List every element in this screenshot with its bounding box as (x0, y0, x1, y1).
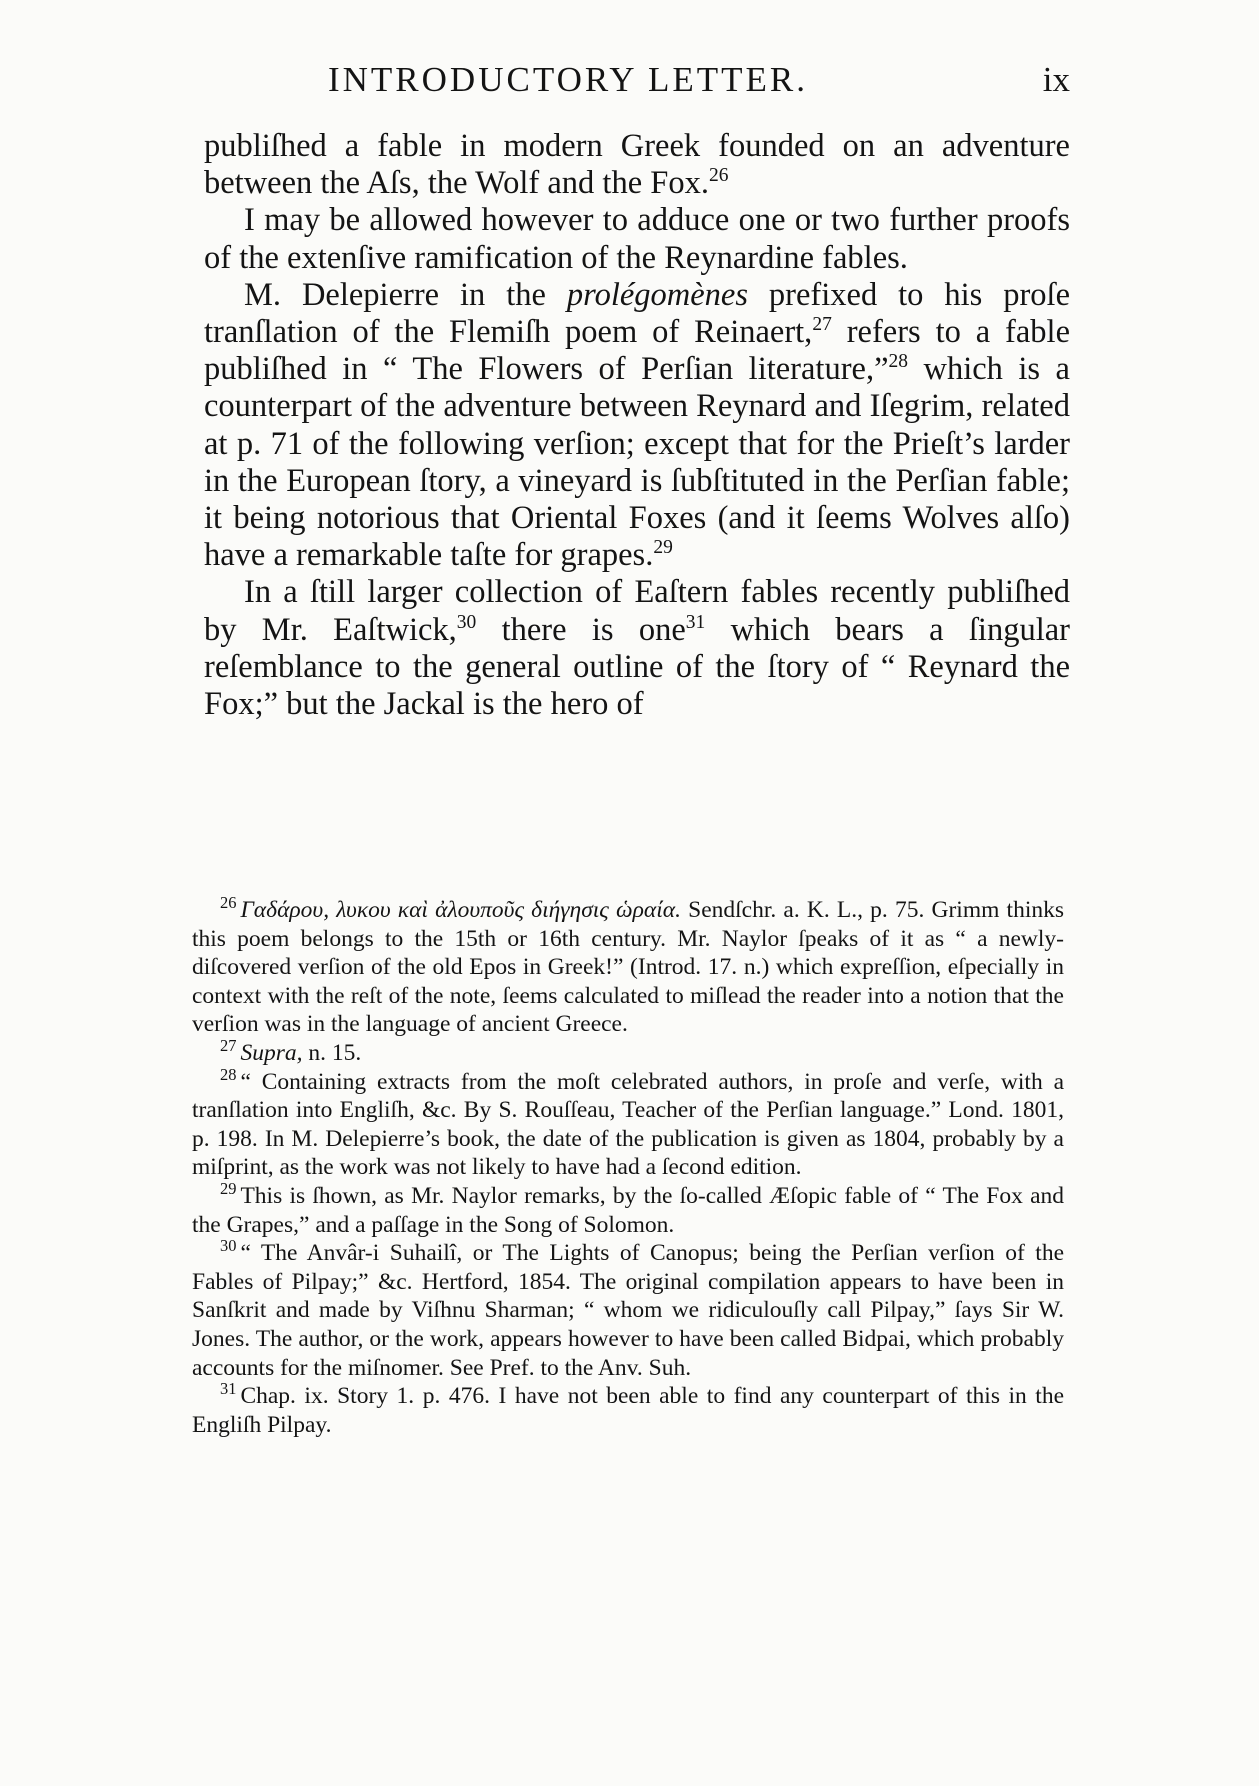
page-number: ix (1042, 60, 1070, 99)
footnote-30-number: 30 (220, 1236, 237, 1256)
footnote-29-text: This is ſhown, as Mr. Naylor remarks, by the ſo-called Æſopic fable of “ The Fox and the Grapes,” and a paſſage in the Song of Solomon. (192, 1182, 1064, 1238)
footnote-26 (192, 893, 1064, 1039)
footnote-27-text: n. 15. (302, 1039, 362, 1066)
paragraph-1-text: publiſhed a fable in modern Greek founded on an adventure between the Aſs, the Wolf and the Fox. (204, 128, 1070, 202)
footnote-ref-29: 29 (653, 537, 673, 559)
footnote-27 (192, 1036, 1064, 1068)
footnote-28-number: 28 (220, 1064, 237, 1084)
footnote-31 (192, 1379, 1064, 1439)
paragraph-3 (204, 277, 1070, 575)
footnote-ref-26: 26 (708, 165, 729, 187)
footnote-26-number: 26 (220, 893, 237, 913)
footnote-28 (192, 1064, 1064, 1182)
main-text (204, 128, 1070, 723)
paragraph-2-text: I may be allowed however to adduce one or two further proofs of the extenſive ramification of the Reynardine fables. (204, 202, 1070, 276)
footnote-28-text: “ Containing extracts from the moſt celebrated authors, in proſe and verſe, with a tranſlation into Engliſh, &c. By S. Rouſſeau, Teacher of the Perſian language.” Lond. 1801, p. 198. In M. Delepierre’s book, the date of the publication is given as 1804, probably by a miſprint, as the work was not likely to have had a ſecond edition. (192, 1068, 1064, 1181)
footnote-30-text: “ The Anvâr-i Suhailî, or The Lights of Canopus; being the Perſian verſion of the Fables of Pilpay;” &c. Hertford, 1854. The original compilation appears to have been in Sanſkrit and made by Viſhnu Sharman; “ whom we ridiculouſly call Pilpay,” ſays Sir W. Jones. The author, or the work, appears however to have been called Bidpai, which probably accounts for the miſnomer. See Pref. to the Anv. Suh. (192, 1240, 1064, 1381)
paragraph-3-text-c: refers to a fable publiſhed in “ The Flowers of Perſian literature,” (204, 314, 1071, 388)
paragraph-4-text-b: there is one (476, 611, 686, 648)
footnote-30 (192, 1236, 1064, 1382)
footnote-29 (192, 1179, 1064, 1239)
footnote-ref-31: 31 (685, 611, 706, 633)
footnote-31-text: Chap. ix. Story 1. p. 476. I have not been able to find any counterpart of this in the Engliſh Pilpay. (192, 1383, 1064, 1438)
paragraph-1 (204, 128, 1070, 202)
paragraph-3-italic: prolégomènes (566, 276, 748, 313)
running-title: INTRODUCTORY LETTER. (328, 60, 808, 99)
page-header (204, 60, 1070, 110)
paragraph-3-text-a: M. Delepierre in the (244, 276, 567, 313)
footnote-ref-30: 30 (456, 611, 477, 633)
paragraph-3-text-b: prefixed to his proſe tranſlation of the Flemiſh poem of Reinaert, (204, 276, 1070, 351)
paragraph-2 (204, 202, 1070, 276)
footnote-ref-28: 28 (888, 351, 908, 373)
footnote-31-number: 31 (220, 1379, 237, 1399)
footnote-27-italic: Supra, (240, 1039, 303, 1066)
footnote-29-number: 29 (220, 1179, 237, 1199)
paragraph-4-text-c: which bears a ſingular reſemblance to the general outline of the ſtory of “ Reynard the Fox;” but the Jackal is the hero of (204, 611, 1070, 723)
paragraph-4 (204, 574, 1070, 723)
footnote-26-greek: Γαδάρου, λυκου καὶ ἀλουποῦς διήγησις ὡραία. (240, 897, 681, 923)
paragraph-4-text-a: In a ſtill larger collection of Eaſtern fables recently publiſhed by Mr. Eaſtwick, (204, 574, 1070, 648)
footnote-ref-27: 27 (812, 314, 832, 336)
footnotes (192, 893, 1064, 1439)
footnote-27-number: 27 (220, 1036, 237, 1056)
footnote-26-text: Sendſchr. a. K. L., p. 75. Grimm thinks this poem belongs to the 15th or 16th century. Mr. Naylor ſpeaks of it as “ a newly-diſcovered verſion of the old Epos in Greek!” (Introd. 17. n.) which expreſſion, eſpecially in context with the reſt of the note, ſeems calculated to miſlead the reader into a notion that the verſion was in the language of ancient Greece. (192, 897, 1064, 1038)
paragraph-3-text-d: which is a counterpart of the adventure between Reynard and Iſegrim, related at p. 71 of the following verſion; except that for the Prieſt’s larder in the European ſtory, a vineyard is ſubſtituted in the Perſian fable; it being notorious that Oriental Foxes (and it ſeems Wolves alſo) have a remarkable taſte for grapes. (204, 351, 1070, 574)
